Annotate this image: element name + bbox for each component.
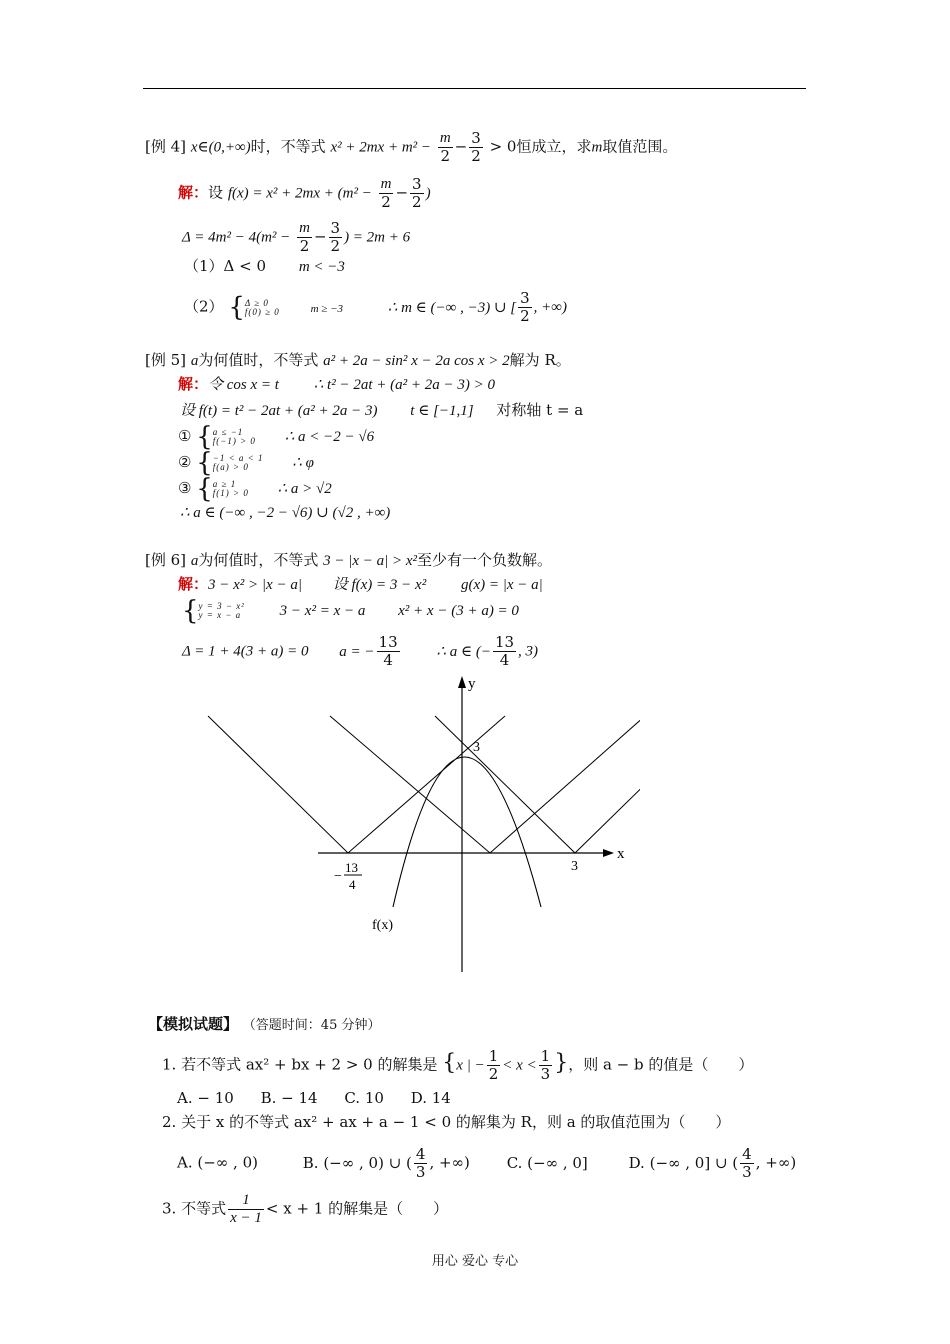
set: x | − <box>456 1057 485 1074</box>
ex4-title: [例 4] x∈(0,+∞)时，不等式 x² + 2mx + m² − $\frac{m}{2}$ − $\frac{3}{2}$ > 0恒成立，求m取值范围。 <box>145 129 678 165</box>
text: 为何值时，不等式 <box>198 551 319 569</box>
text: 至少有一个负数解。 <box>417 551 553 569</box>
case: （1）Δ < 0 <box>184 257 267 275</box>
x-tick-3: 3 <box>571 859 578 874</box>
practice-heading: 【模拟试题】 <box>148 1015 239 1033</box>
fraction-1-2 <box>487 1048 501 1083</box>
option-b: , +∞) <box>429 1153 470 1172</box>
system <box>213 428 256 446</box>
var-a: a <box>190 353 199 369</box>
fraction-m-2 <box>297 220 312 255</box>
parabola-curve <box>393 757 541 907</box>
solution-label: 解： <box>178 375 209 393</box>
function-graph <box>200 672 640 977</box>
ex4-text: 取值范围。 <box>602 137 678 156</box>
system <box>213 454 264 472</box>
formula: ) = 2m + 6 <box>344 229 411 246</box>
ex4-condition: x∈(0,+∞) <box>190 139 251 156</box>
ex4-text: 恒成立，求 <box>516 137 592 156</box>
den: 3 <box>742 1163 752 1181</box>
den: 3 <box>415 1163 426 1181</box>
answer: ∴ m ∈ (−∞ , −3) ∪ [ <box>387 299 517 316</box>
example-label: [例 6] <box>145 551 187 569</box>
fraction-4-3 <box>740 1146 754 1181</box>
inequality: a² + 2a − sin² x − 2a cos x > 2 <box>323 353 510 369</box>
den: 2 <box>471 147 481 165</box>
ex6-line3 <box>182 634 538 669</box>
q1-options <box>177 1088 451 1108</box>
brace: { <box>182 596 199 626</box>
formula: a = − <box>339 643 375 660</box>
den: 3 <box>540 1065 551 1083</box>
option-c: C. (−∞ , 0] <box>506 1153 588 1172</box>
den: 2 <box>488 1065 499 1083</box>
case-num: ① <box>178 427 192 445</box>
ex4-solution-line1: 解：设 f(x) = x² + 2mx + (m² − $\frac{m}{2}$ − $\frac{3}{2}$ ) <box>178 175 431 211</box>
formula: ∴ t² − 2at + (a² + 2a − 3) > 0 <box>313 377 495 393</box>
option-d: D. (−∞ , 0] ∪ ( <box>628 1153 739 1172</box>
den: 2 <box>330 237 341 255</box>
ex5-line1 <box>178 374 495 395</box>
y-axis-arrow <box>458 676 466 688</box>
q2-options <box>177 1146 796 1181</box>
ex5-case3 <box>178 474 332 504</box>
formula: 设 f(x) = 3 − x² <box>332 577 427 593</box>
formula: Δ = 4m² − 4(m² − <box>182 229 291 246</box>
example-label: [例 4] <box>145 137 187 156</box>
q-text: ，则 a − b 的值是（ ） <box>568 1055 754 1074</box>
fraction-3-2 <box>518 290 532 325</box>
y-tick-3: 3 <box>473 740 480 755</box>
fraction-1-x-1 <box>228 1192 264 1227</box>
ex4-case1 <box>184 256 345 277</box>
row: y = 3 − x² <box>198 601 245 611</box>
row: f(a) > 0 <box>212 462 249 472</box>
den: 2 <box>381 193 391 211</box>
row: y = x − a <box>198 610 242 620</box>
ex6-line1 <box>178 574 543 595</box>
num: m <box>439 130 451 146</box>
brace: } <box>554 1050 569 1076</box>
num: m <box>299 220 310 236</box>
num: m <box>380 176 392 192</box>
option-c: C. 10 <box>344 1089 384 1107</box>
answer: , 3) <box>518 643 539 660</box>
answer: ∴ a ∈ (− <box>436 643 491 660</box>
question-3 <box>162 1192 448 1227</box>
num: 1 <box>488 1047 499 1065</box>
fraction-3-2 <box>469 130 483 165</box>
formula: 3 − x² = x − a <box>279 603 366 619</box>
text: 解为 R。 <box>509 351 571 369</box>
den: 2 <box>412 193 422 211</box>
num: 3 <box>330 219 341 237</box>
page-footer: 用心 爱心 专心 <box>431 1254 519 1269</box>
fraction-13-4 <box>377 634 400 669</box>
num: 4 <box>742 1145 752 1163</box>
den: 2 <box>440 147 450 165</box>
answer: , +∞) <box>533 299 567 316</box>
header-rule <box>143 88 806 89</box>
row: a ≤ −1 <box>212 427 244 437</box>
brace: { <box>196 422 213 452</box>
num: 3 <box>471 129 481 147</box>
num: 1 <box>228 1192 264 1210</box>
den: x − 1 <box>230 1210 262 1226</box>
den: 4 <box>499 651 510 669</box>
num: 3 <box>412 175 422 193</box>
ex6-title <box>145 550 552 571</box>
ex5-case2 <box>178 448 314 478</box>
solution-label: 解： <box>178 183 209 202</box>
ex5-line2 <box>180 400 583 421</box>
example-label: [例 5] <box>145 351 187 369</box>
num: 3 <box>520 289 530 307</box>
question-1 <box>162 1048 753 1083</box>
x-tick-neg-sign: − <box>334 869 342 884</box>
q-text: < x + 1 的解集是（ ） <box>265 1199 449 1218</box>
x-tick-neg-num: 13 <box>345 860 358 875</box>
brace: { <box>228 292 245 323</box>
formula: x² + x − (3 + a) = 0 <box>398 603 519 619</box>
num: 13 <box>494 633 515 651</box>
ex4-delta: Δ = 4m² − 4(m² − $\frac{m}{2}$ − $\frac{3}{2}$ ) = 2m + 6 <box>182 219 411 255</box>
formula: t ∈ [−1,1] <box>410 403 474 419</box>
result: ∴ a > √2 <box>277 481 332 497</box>
result: m ≥ −3 <box>310 302 343 315</box>
solution-label: 解： <box>178 575 209 593</box>
option-b: B. − 14 <box>260 1089 318 1107</box>
formula: Δ = 1 + 4(3 + a) = 0 <box>182 643 309 660</box>
set: < x < <box>502 1057 537 1074</box>
result: m < −3 <box>298 259 345 275</box>
den: 2 <box>299 237 310 255</box>
system <box>199 602 245 620</box>
ex4-case2 <box>184 290 567 325</box>
fraction-3-2 <box>329 220 343 255</box>
case-num: ② <box>178 453 192 471</box>
g-left-v <box>208 716 505 853</box>
question-2 <box>162 1112 730 1132</box>
option-a: A. − 10 <box>177 1089 234 1107</box>
var-m: m <box>591 139 603 156</box>
practice-heading-line <box>148 1014 380 1036</box>
answer: ∴ a ∈ (−∞ , −2 − √6) ∪ (√2 , +∞) <box>180 505 391 521</box>
row: a ≥ 1 <box>212 479 237 489</box>
system <box>245 299 280 317</box>
x-axis-label: x <box>617 846 625 862</box>
option-a: A. (−∞ , 0) <box>177 1153 258 1172</box>
system <box>213 480 249 498</box>
formula: 3 − x² > |x − a| <box>208 577 302 593</box>
option-b: B. (−∞ , 0) ∪ ( <box>302 1153 412 1172</box>
den: 2 <box>520 307 530 325</box>
ex6-line2 <box>182 596 519 626</box>
fraction-m-2 <box>438 130 453 165</box>
text: 对称轴 t = a <box>496 401 584 419</box>
den: 4 <box>383 651 393 669</box>
curve-label: f(x) <box>372 918 393 933</box>
num: 1 <box>540 1047 551 1065</box>
inequality: 3 − |x − a| > x² <box>323 553 418 569</box>
brace: { <box>196 448 213 478</box>
option-d: D. 14 <box>410 1089 451 1107</box>
row: f(−1) > 0 <box>212 436 256 446</box>
brace: { <box>442 1050 457 1076</box>
fraction-4-3 <box>414 1146 428 1181</box>
row: −1 < a < 1 <box>212 453 264 463</box>
text: 设 <box>208 183 224 202</box>
fraction-13-4 <box>493 634 516 669</box>
g-middle-v <box>330 716 640 853</box>
ex5-title <box>145 350 571 371</box>
ex4-text: 时，不等式 <box>250 137 326 156</box>
formula: f(x) = x² + 2mx + (m² − <box>227 185 372 202</box>
num: 4 <box>415 1145 426 1163</box>
ex5-final <box>180 502 390 523</box>
ex4-inequality: x² + 2mx + m² − <box>330 139 432 156</box>
fraction-3-2 <box>410 176 424 211</box>
practice-time: （答题时间：45 分钟） <box>242 1018 381 1033</box>
y-axis-label: y <box>468 676 476 692</box>
ex5-case1 <box>178 422 375 452</box>
row: f(0) ≥ 0 <box>244 306 280 317</box>
formula: 设 f(t) = t² − 2at + (a² + 2a − 3) <box>180 403 378 419</box>
row: f(1) > 0 <box>212 488 249 498</box>
case: （2） <box>184 297 224 316</box>
result: ∴ a < −2 − √6 <box>284 429 375 445</box>
x-tick-neg-den: 4 <box>349 877 356 892</box>
ex4-gt: > 0 <box>489 137 517 156</box>
q-text: 3. 不等式 <box>162 1199 227 1218</box>
formula: g(x) = |x − a| <box>460 577 543 593</box>
x-axis-arrow <box>603 849 614 857</box>
case-num: ③ <box>178 479 192 497</box>
var-a: a <box>190 553 199 569</box>
q-text: 1. 若不等式 ax² + bx + 2 > 0 的解集是 <box>162 1055 438 1074</box>
formula: 令 cos x = t <box>208 377 279 393</box>
result: ∴ φ <box>292 455 314 471</box>
q-text: 2. 关于 x 的不等式 ax² + ax + a − 1 < 0 的解集为 R，则 a 的取值范围为（ ） <box>162 1113 731 1131</box>
formula: ) <box>425 185 431 202</box>
brace: { <box>196 474 213 504</box>
row: Δ ≥ 0 <box>244 297 269 308</box>
num: 13 <box>378 633 398 651</box>
fraction-m-2 <box>379 176 394 211</box>
text: 为何值时，不等式 <box>198 351 319 369</box>
option-d: , +∞) <box>755 1153 797 1172</box>
fraction-1-3 <box>539 1048 553 1083</box>
